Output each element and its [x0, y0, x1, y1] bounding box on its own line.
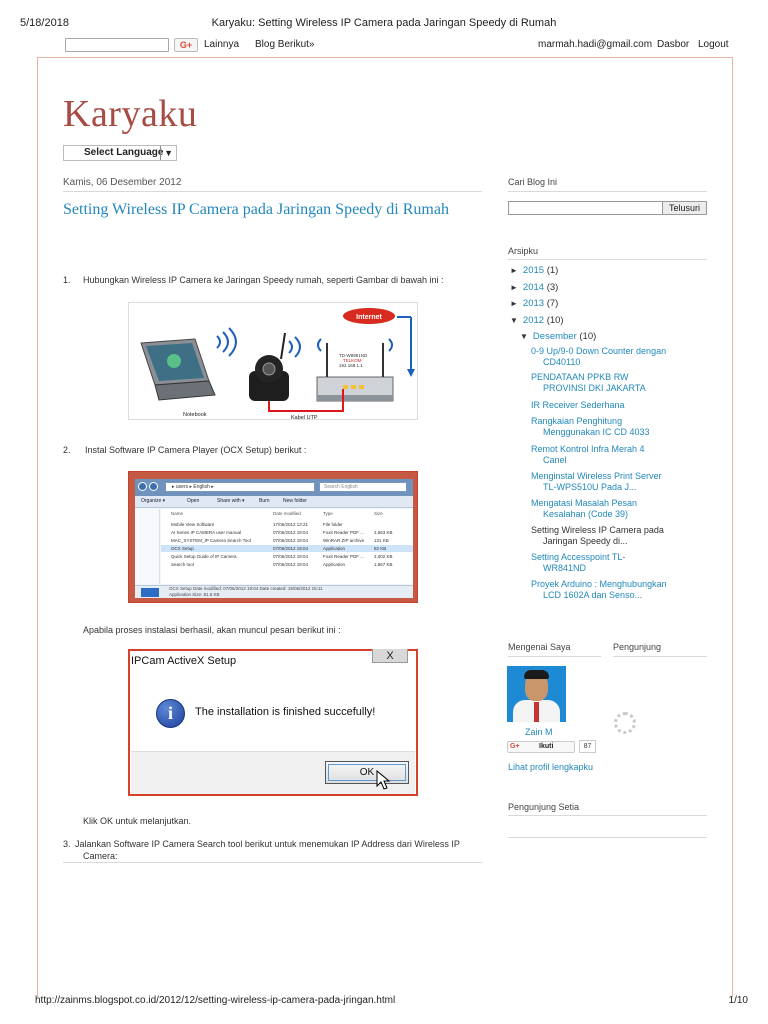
- about-me-title: Mengenai Saya: [508, 642, 571, 652]
- file-type: Foxit Reader PDF ...: [323, 530, 365, 535]
- post-link-line: Rangkaian Penghitung: [531, 416, 623, 426]
- post-link-line: TL-WPS510U Pada J...: [543, 482, 637, 492]
- archive-post-link[interactable]: [531, 444, 701, 466]
- more-link[interactable]: Lainnya: [204, 39, 240, 50]
- archive-year-link[interactable]: 2012: [522, 315, 545, 326]
- archive-year-count: (3): [546, 282, 559, 293]
- click-ok-text: Klik OK untuk melanjutkan.: [83, 816, 192, 826]
- blog-search-input[interactable]: [508, 201, 662, 215]
- file-date: 07/06/2012 19:04: [273, 554, 309, 559]
- archive-post-link[interactable]: [531, 346, 701, 368]
- archive-year-count: (7): [546, 298, 559, 309]
- info-icon: i: [156, 699, 185, 728]
- post-link-line: IR Receiver Sederhana: [531, 400, 625, 410]
- author-name[interactable]: Zain M: [525, 727, 553, 737]
- archive-year-2012[interactable]: [510, 315, 564, 326]
- file-row: [161, 529, 413, 536]
- search-widget-title: Cari Blog Ini: [508, 177, 558, 187]
- visitors-title: Pengunjung: [613, 642, 662, 652]
- tool-new-folder: New folder: [283, 498, 307, 504]
- file-row-selected: [161, 545, 413, 552]
- camera-wifi-icon: [289, 341, 292, 353]
- avatar-tie: [534, 702, 539, 722]
- file-type: Application: [323, 562, 346, 567]
- full-profile-link[interactable]: Lihat profil lengkapku: [508, 762, 594, 772]
- router-model-label: TD-W8951ND: [339, 353, 368, 358]
- post-link-line: Kesalahan (Code 39): [543, 509, 629, 519]
- archive-post-link[interactable]: [531, 579, 701, 601]
- tool-burn: Burn: [259, 498, 270, 504]
- file-date: 07/06/2012 19:04: [273, 530, 309, 535]
- post-date: Kamis, 06 Desember 2012: [63, 177, 182, 188]
- followers-bottom-divider: [508, 837, 707, 838]
- post-link-line: CD40110: [543, 357, 581, 367]
- file-size: 2,002 KB: [374, 554, 393, 559]
- avatar-hair: [524, 670, 549, 679]
- navbar-search-input[interactable]: [65, 38, 169, 52]
- file-type: WinRAR ZIP archive: [323, 538, 365, 543]
- header-date: Date modified: [273, 511, 301, 516]
- ip-camera-antenna: [281, 333, 285, 359]
- dialog-ok-button: [325, 761, 409, 784]
- blog-search-button[interactable]: Telusuri: [662, 201, 707, 215]
- blog-title[interactable]: Karyaku: [63, 93, 198, 135]
- expand-triangle-icon[interactable]: ►: [510, 299, 518, 308]
- post-link-line: WR841ND: [543, 563, 587, 573]
- archive-title-divider: [508, 259, 707, 260]
- explorer-tree-pane: [135, 509, 160, 584]
- explorer-file-list: [161, 509, 413, 584]
- step-1-text: Hubungkan Wireless IP Camera ke Jaringan Speedy rumah, seperti Gambar di bawah ini :: [83, 275, 444, 285]
- application-icon: [141, 588, 159, 597]
- setup-dialog-image: [128, 649, 418, 796]
- post-link-line: Proyek Arduino : Menghubungkan: [531, 579, 667, 589]
- dialog-title: IPCam ActiveX Setup: [131, 655, 237, 667]
- header-type: Type: [323, 511, 333, 516]
- post-title[interactable]: Setting Wireless IP Camera pada Jaringan Speedy di Rumah: [63, 201, 449, 218]
- followers-title-divider: [508, 815, 707, 816]
- date-divider: [63, 191, 482, 192]
- laptop-base: [155, 381, 215, 400]
- archive-post-link[interactable]: [531, 471, 701, 493]
- file-type: File folder: [323, 522, 343, 527]
- followers-title: Pengunjung Setia: [508, 802, 580, 812]
- language-select[interactable]: [63, 145, 177, 161]
- explorer-screenshot-image: [128, 471, 418, 603]
- archive-year-2014[interactable]: [510, 282, 558, 293]
- status-line-2: Application Size: 81.6 KB: [169, 592, 220, 597]
- search-title-divider: [508, 191, 707, 192]
- archive-year-count: (1): [546, 265, 559, 276]
- dropdown-arrow-icon: ▼: [160, 146, 173, 160]
- user-email: marmah.hadi@gmail.com: [538, 39, 653, 50]
- status-line-1: OCX Setup Date modified: 07/06/2012 19:04 Date created: 15/06/2012 15:11: [169, 586, 323, 591]
- language-select-label: Select Language: [84, 147, 164, 158]
- collapse-triangle-icon[interactable]: ▼: [510, 316, 518, 325]
- file-type: Foxit Reader PDF ...: [323, 554, 365, 559]
- file-row: [161, 553, 413, 560]
- laptop-wifi-icon: [217, 336, 220, 348]
- file-date: 07/06/2012 19:04: [273, 562, 309, 567]
- dialog-body: [131, 671, 415, 751]
- expand-triangle-icon[interactable]: ►: [510, 283, 518, 292]
- file-date: 07/06/2012 19:04: [273, 538, 309, 543]
- logout-link[interactable]: Logout: [698, 39, 729, 50]
- gplus-follow-button[interactable]: [507, 741, 575, 753]
- file-list-header: [161, 510, 413, 517]
- archive-month-count: (10): [579, 331, 597, 342]
- file-size: 2,663 KB: [374, 530, 393, 535]
- archive-year-2013[interactable]: [510, 298, 558, 309]
- address-field: ▸ users ▸ English ▸: [165, 482, 315, 492]
- router-wifi-icon: [318, 339, 321, 351]
- file-name: Mobile View Software: [171, 522, 215, 527]
- post-link-line: PENDATAAN PPKB RW: [531, 372, 629, 382]
- post-link-line: Menginstal Wireless Print Server: [531, 471, 662, 481]
- laptop-screen-globe: [167, 354, 181, 368]
- author-avatar[interactable]: [507, 666, 566, 722]
- explorer-search-field: Search English: [319, 482, 407, 492]
- tool-open: Open: [187, 498, 200, 504]
- explorer-window: [135, 479, 413, 598]
- post-link-line: LCD 1602A dan Senso...: [543, 590, 643, 600]
- post-link-line: Jaringan Speedy di...: [543, 536, 628, 546]
- post-link-line: Mengatasi Masalah Pesan: [531, 498, 638, 508]
- post-link-line: Canel: [543, 455, 567, 465]
- close-icon: X: [372, 649, 408, 663]
- dialog-footer: [131, 751, 415, 794]
- archive-post-link[interactable]: [531, 372, 701, 394]
- archive-post-link[interactable]: [531, 552, 701, 574]
- about-title-divider: [508, 656, 601, 657]
- collapse-triangle-icon[interactable]: ▼: [520, 332, 528, 341]
- print-date: 5/18/2018: [20, 17, 69, 29]
- file-row: [161, 561, 413, 568]
- mouse-cursor-icon: [376, 770, 390, 790]
- file-name: Quick Setup Guide of IP Camera: [171, 554, 237, 559]
- file-name: OCX Setup: [171, 546, 194, 551]
- file-name: MAC_SYSTEM_IP Camera Search Tool: [171, 538, 251, 543]
- file-size: 131 KB: [374, 538, 389, 543]
- file-type: Application: [323, 546, 346, 551]
- post-link-line: PROVINSI DKI JAKARTA: [543, 383, 646, 393]
- archive-month-desember[interactable]: [520, 331, 596, 342]
- step-2-number: 2.: [63, 445, 71, 455]
- next-blog-link[interactable]: Blog Berikut»: [255, 39, 315, 50]
- post-link-line: Setting Wireless IP Camera pada: [531, 525, 664, 535]
- explorer-status-bar: [135, 585, 413, 598]
- post-link-line: Setting Accesspoint TL-: [531, 552, 626, 562]
- notebook-label: Notebook: [183, 412, 207, 418]
- file-row: [161, 537, 413, 544]
- visitors-title-divider: [613, 656, 707, 657]
- archive-year-link[interactable]: 2013: [522, 298, 545, 309]
- archive-year-link[interactable]: 2015: [522, 265, 545, 276]
- step-3-number: 3.: [63, 839, 71, 849]
- ok-label: OK: [359, 767, 375, 778]
- archive-year-link[interactable]: 2014: [522, 282, 545, 293]
- gplus-share-button[interactable]: G+: [174, 38, 198, 52]
- blogger-navbar: [0, 34, 768, 56]
- back-icon: [138, 482, 147, 491]
- tool-share: Share with ▾: [217, 498, 245, 504]
- archive-month-link[interactable]: Desember: [532, 331, 577, 342]
- ip-camera-lens: [263, 363, 275, 375]
- internet-label: Internet: [356, 314, 382, 321]
- file-date: 17/06/2012 13:21: [273, 522, 309, 527]
- file-row: [161, 521, 413, 528]
- file-name: AI Series IP CAMERA user manual: [171, 530, 241, 535]
- router-ip-label: 192.168.1.1: [339, 363, 363, 368]
- archive-post-link[interactable]: [531, 498, 701, 520]
- print-title: Karyaku: Setting Wireless IP Camera pada Jaringan Speedy di Rumah: [211, 17, 557, 29]
- follow-label: Ikuti: [539, 743, 554, 750]
- post-link-line: 0-9 Up/9-0 Down Counter dengan: [531, 346, 667, 356]
- dashboard-link[interactable]: Dasbor: [657, 39, 690, 50]
- install-success-text: Apabila proses instalasi berhasil, akan muncul pesan berikut ini :: [83, 625, 341, 635]
- print-url: http://zainms.blogspot.co.id/2012/12/setting-wireless-ip-camera-pada-jringan.html: [35, 995, 396, 1006]
- content-divider: [63, 862, 482, 863]
- archive-post-link[interactable]: [531, 400, 701, 411]
- header-name: Name: [171, 511, 184, 516]
- network-diagram: [129, 303, 419, 421]
- file-size: 82 KB: [374, 546, 387, 551]
- step-3-text-line-1: Jalankan Software IP Camera Search tool berikut untuk menemukan IP Address dari Wireless IP: [75, 839, 460, 849]
- header-size: Size: [374, 511, 383, 516]
- forward-icon: [149, 482, 158, 491]
- cable-label: Kabel UTP: [291, 415, 318, 421]
- gplus-icon: G+: [510, 743, 520, 750]
- loading-spinner-icon: [614, 712, 636, 734]
- archive-post-link[interactable]: [531, 416, 701, 438]
- file-name: Search tool: [171, 562, 194, 567]
- explorer-address-bar: [135, 479, 413, 496]
- network-diagram-image: [128, 302, 418, 420]
- file-size: 1,867 KB: [374, 562, 393, 567]
- follower-count: 87: [579, 740, 596, 753]
- step-2-text: Instal Software IP Camera Player (OCX Setup) berikut :: [85, 445, 307, 455]
- archive-title: Arsipku: [508, 246, 539, 256]
- archive-year-2015[interactable]: [510, 265, 558, 276]
- step-3-text-line-2: Camera:: [83, 851, 118, 861]
- tool-organize: Organize ▾: [141, 498, 166, 504]
- router-brand-label: TELKOM: [343, 358, 362, 363]
- step-1-number: 1.: [63, 275, 71, 285]
- post-link-line: Menggunakan IC CD 4033: [543, 427, 650, 437]
- archive-post-current: [531, 525, 701, 547]
- explorer-toolbar: [135, 496, 413, 508]
- dialog-message: The installation is finished succefully!: [195, 706, 376, 718]
- print-page-number: 1/10: [728, 995, 748, 1006]
- expand-triangle-icon[interactable]: ►: [510, 266, 518, 275]
- archive-year-count: (10): [546, 315, 564, 326]
- file-date: 07/06/2012 19:04: [273, 546, 309, 551]
- post-link-line: Remot Kontrol Infra Merah 4: [531, 444, 645, 454]
